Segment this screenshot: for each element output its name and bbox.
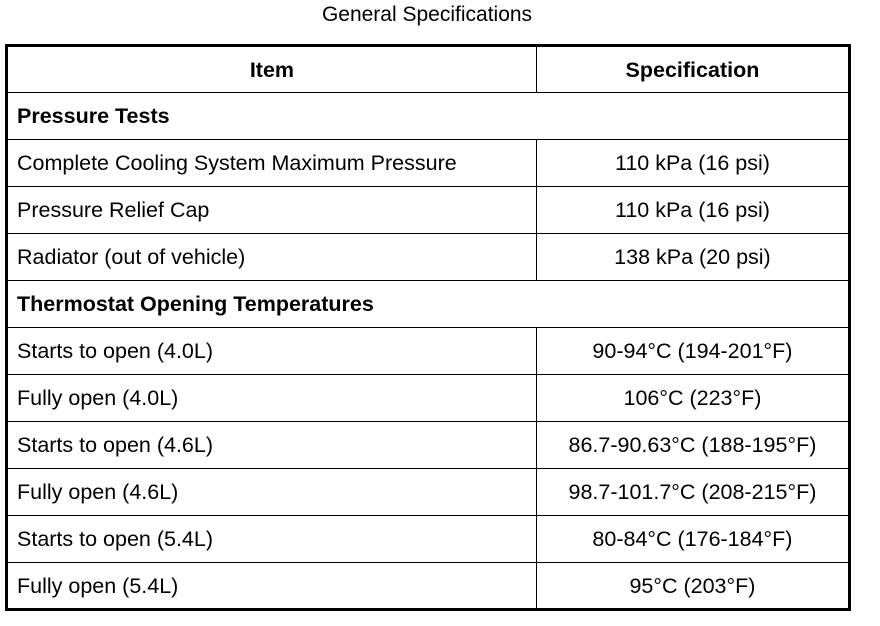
item-cell: Pressure Relief Cap: [7, 187, 537, 234]
item-cell: Starts to open (4.0L): [7, 328, 537, 375]
item-cell: Fully open (4.0L): [7, 375, 537, 422]
spec-cell: 110 kPa (16 psi): [536, 187, 849, 234]
table-row: [7, 516, 850, 563]
spec-cell: 90-94°C (194-201°F): [536, 328, 849, 375]
item-cell: Fully open (5.4L): [7, 563, 537, 610]
spec-cell: 106°C (223°F): [536, 375, 849, 422]
table-row: [7, 469, 850, 516]
spec-cell: 80-84°C (176-184°F): [536, 516, 849, 563]
spec-cell: 86.7-90.63°C (188-195°F): [536, 422, 849, 469]
item-cell: Radiator (out of vehicle): [7, 234, 537, 281]
item-cell: Complete Cooling System Maximum Pressure: [7, 140, 537, 187]
item-cell: Fully open (4.6L): [7, 469, 537, 516]
table-row: [7, 563, 850, 610]
column-header-specification: Specification: [536, 46, 849, 93]
spec-cell: 110 kPa (16 psi): [536, 140, 849, 187]
table-row: [7, 140, 850, 187]
section-heading-pressure-tests: Pressure Tests: [7, 93, 850, 140]
page-title: General Specifications: [321, 3, 533, 26]
section-row: [7, 281, 850, 328]
item-cell: Starts to open (4.6L): [7, 422, 537, 469]
item-cell: Starts to open (5.4L): [7, 516, 537, 563]
section-row: [7, 93, 850, 140]
spec-cell: 95°C (203°F): [536, 563, 849, 610]
table-row: [7, 328, 850, 375]
table-row: [7, 422, 850, 469]
spec-cell: 98.7-101.7°C (208-215°F): [536, 469, 849, 516]
specifications-table: [5, 44, 851, 611]
section-heading-thermostat-opening-temperatures: Thermostat Opening Temperatures: [7, 281, 850, 328]
table-row: [7, 375, 850, 422]
column-header-item: Item: [7, 46, 537, 93]
table-header-row: [7, 46, 850, 93]
table-row: [7, 234, 850, 281]
table-row: [7, 187, 850, 234]
spec-cell: 138 kPa (20 psi): [536, 234, 849, 281]
